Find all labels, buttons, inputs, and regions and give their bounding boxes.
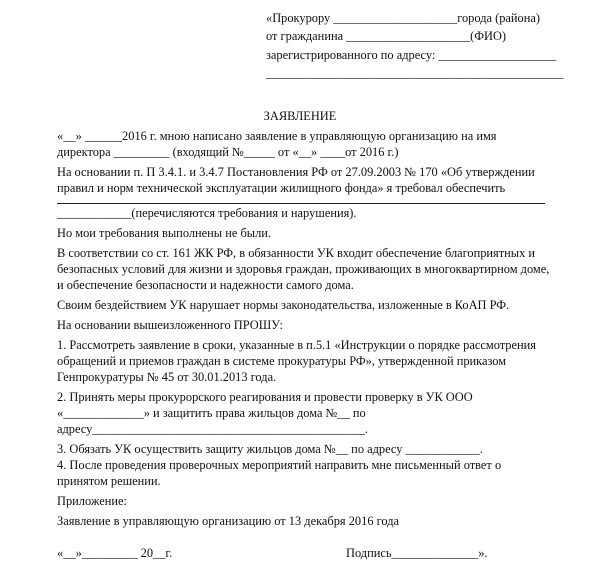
paragraph-6: Своим бездействием УК нарушает нормы законодательства, изложенные в КоАП РФ. <box>57 298 510 312</box>
paragraph-2-line-2: правил и норм технической эксплуатации жилищного фонда» я требовал обеспечить <box>57 181 506 195</box>
request-item-2-line-2: «_____________» и защитить права жильцов дома №__ по <box>57 406 366 420</box>
appendix-item: Заявление в управляющую организацию от 13 декабря 2016 года <box>57 514 400 528</box>
paragraph-5-line-2: безопасных условий для жизни и здоровья граждан, проживающих в многоквартирном доме, <box>57 262 550 276</box>
paragraph-3: ____________(перечисляются требования и нарушения). <box>57 206 357 220</box>
document-title: ЗАЯВЛЕНИЕ <box>263 109 337 123</box>
request-item-1-line-3: Генпрокуратуры № 45 от 30.01.2013 года. <box>57 370 277 384</box>
request-item-3: 3. Обязать УК осуществить защиту жильцов дома №__ по адресу ____________. <box>57 442 483 456</box>
appendix-label: Приложение: <box>57 494 127 508</box>
header-address-blank-line: ________________________________________________ <box>266 66 564 80</box>
requirements-blank-line <box>57 203 545 204</box>
header-citizen-line: от гражданина ____________________(ФИО) <box>266 29 507 43</box>
footer-date: «__»_________ 20__г. <box>57 546 173 560</box>
paragraph-5-line-3: и обеспечение безопасности и надежности самого дома. <box>57 278 354 292</box>
request-item-1-line-2: обращений и приемов граждан в системе прокуратуры РФ», утвержденной приказом <box>57 354 507 368</box>
request-item-2-line-3: адресу____________________________________________. <box>57 422 369 436</box>
paragraph-1-line-1: «__» ______2016 г. мною написано заявление в управляющую организацию на имя <box>57 129 497 143</box>
request-item-2-line-1: 2. Принять меры прокурорского реагирования и провести проверку в УК ООО <box>57 390 473 404</box>
paragraph-7: На основании вышеизложенного ПРОШУ: <box>57 318 283 332</box>
paragraph-4: Но мои требования выполнены не были. <box>57 226 271 240</box>
header-prosecutor-line: «Прокурору ____________________города (района) <box>266 11 541 25</box>
request-item-4-line-2: принятом решении. <box>57 474 161 488</box>
request-item-4-line-1: 4. После проведения проверочных мероприятий направить мне письменный ответ о <box>57 458 502 472</box>
request-item-1-line-1: 1. Рассмотреть заявление в сроки, указанные в п.5.1 «Инструкции о порядке рассмотрения <box>57 338 536 352</box>
header-address-line: зарегистрированного по адресу: ___________________ <box>266 48 557 62</box>
paragraph-2-line-1: На основании п. П 3.4.1. и 3.4.7 Постановления РФ от 27.09.2003 № 170 «Об утверждении <box>57 165 535 179</box>
paragraph-1-line-2: директора _________ (входящий №_____ от «__» ____от 2016 г.) <box>57 145 399 159</box>
footer-signature: Подпись______________». <box>346 546 488 560</box>
paragraph-5-line-1: В соответствии со ст. 161 ЖК РФ, в обязанности УК входит обеспечение благоприятных и <box>57 246 536 260</box>
